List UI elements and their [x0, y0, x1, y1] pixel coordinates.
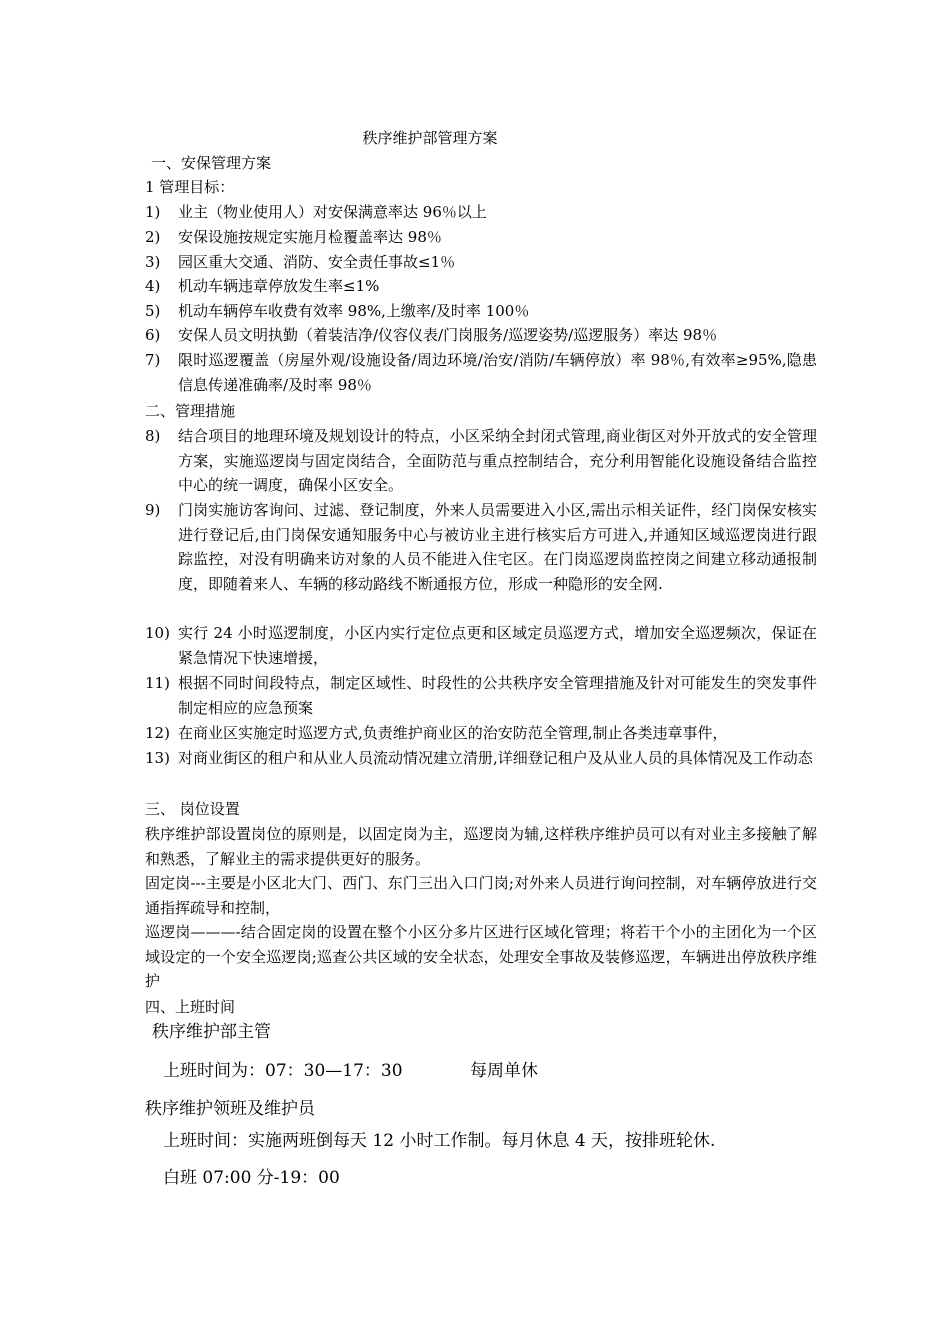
- list-item: 1) 业主（物业使用人）对安保满意率达 96％以上: [145, 203, 487, 221]
- paragraph: 秩序维护部设置岗位的原则是，以固定岗为主，巡逻岗为辅,这样秩序维护员可以有对业主多接触了解和熟悉，了解业主的需求提供更好的服务。: [145, 825, 817, 868]
- document-title: 秩序维护部管理方案: [362, 129, 498, 147]
- day-shift: 白班 07:00 分-19：00: [163, 1168, 340, 1188]
- section-1-heading: 一、安保管理方案: [151, 154, 272, 172]
- list-item: 12) 在商业区实施定时巡逻方式,负责维护商业区的治安防范全管理,制止各类违章事件，: [145, 724, 728, 742]
- list-item: 13) 对商业街区的租户和从业人员流动情况建立清册,详细登记租户及从业人员的具体情况及工作动态: [145, 749, 813, 767]
- supervisor-label: 秩序维护部主管: [152, 1022, 271, 1042]
- list-item: 10) 实行 24 小时巡逻制度，小区内实行定位点更和区域定员巡逻方式，增加安全巡逻频次，保证在紧急情况下快速增援，: [145, 624, 817, 667]
- list-item: 3) 园区重大交通、消防、安全责任事故≤1％: [145, 253, 456, 271]
- list-item: 7) 限时巡逻覆盖（房屋外观/设施设备/周边环境/治安/消防/车辆停放）率 98％,有效率≥95%,隐患信息传递准确率/及时率 98％: [145, 351, 817, 394]
- list-item: 6) 安保人员文明执勤（着装洁净/仪容仪表/门岗服务/巡逻姿势/巡逻服务）率达 98％: [145, 326, 718, 344]
- section-4-heading: 四、上班时间: [145, 998, 236, 1016]
- staff-hours: 上班时间：实施两班倒每天 12 小时工作制。每月休息 4 天，按排班轮休.: [163, 1131, 716, 1151]
- section-3-heading: 三、 岗位设置: [145, 800, 240, 818]
- list-item: 5) 机动车辆停车收费有效率 98%,上缴率/及时率 100％: [145, 302, 530, 320]
- staff-label: 秩序维护领班及维护员: [145, 1099, 315, 1119]
- supervisor-rest: 每周单休: [470, 1061, 538, 1081]
- goal-heading: 1 管理目标：: [145, 178, 235, 196]
- supervisor-hours: 上班时间为：07：30—17：30: [163, 1061, 403, 1081]
- paragraph: 巡逻岗———-结合固定岗的设置在整个小区分多片区进行区域化管理；将若干个小的主团化为一个区域设定的一个安全巡逻岗;巡查公共区域的安全状态，处理安全事故及装修巡逻，车辆进出停放秩序维护: [145, 923, 817, 990]
- list-item: 11) 根据不同时间段特点，制定区域性、时段性的公共秩序安全管理措施及针对可能发生的突发事件制定相应的应急预案: [145, 674, 817, 717]
- paragraph: 固定岗---主要是小区北大门、西门、东门三出入口门岗;对外来人员进行询问控制，对车辆停放进行交通指挥疏导和控制，: [145, 874, 817, 917]
- list-item: 8) 结合项目的地理环境及规划设计的特点，小区采纳全封闭式管理,商业街区对外开放式的安全管理方案，实施巡逻岗与固定岗结合，全面防范与重点控制结合，充分利用智能化设施设备结合监控中心的统一调度，确保小区安全。: [145, 427, 817, 494]
- list-item: 4) 机动车辆违章停放发生率≤1%: [145, 277, 380, 295]
- section-2-heading: 二、管理措施: [145, 402, 236, 420]
- list-item: 9) 门岗实施访客询问、过滤、登记制度，外来人员需要进入小区,需出示相关证件，经门岗保安核实进行登记后,由门岗保安通知服务中心与被访业主进行核实后方可进入,并通知区域巡逻岗进行跟踪监控，对没有明确来访对象的人员不能进入住宅区。在门岗巡逻岗监控岗之间建立移动通报制度，即随着来人、车辆的移动路线不断通报方位，形成一种隐形的安全网.: [145, 501, 817, 593]
- list-item: 2) 安保设施按规定实施月检覆盖率达 98％: [145, 228, 442, 246]
